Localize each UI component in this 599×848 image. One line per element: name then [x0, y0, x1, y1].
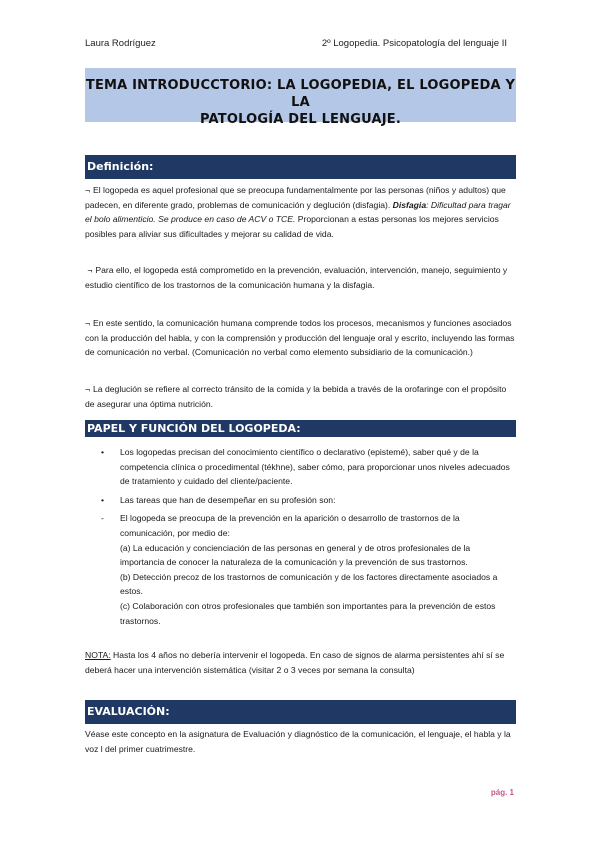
list-item	[85, 445, 516, 489]
bullet-dot: •	[101, 494, 105, 505]
bullet-symbol: ¬	[85, 318, 91, 328]
bullet-symbol: ¬	[85, 185, 91, 195]
definicion-p1-text: El logopeda es aquel profesional que se preocupa fundamentalmente por las personas (niños y adultos) que padecen, en diferente grado, problemas de comunicación y deglución (disfagia).	[85, 185, 506, 210]
nota-paragraph	[85, 648, 516, 677]
papel-list	[85, 445, 516, 632]
definicion-p1-italic: : Dificultad para tragar el bolo alimenticio. Se produce en caso de ACV o TCE.	[85, 199, 511, 225]
list-item	[85, 493, 516, 508]
definicion-p4-text: La deglución se refiere al correcto tránsito de la comida y la bebida a través de la orofaringe con el propósito de asegurar una óptima nutrición.	[85, 384, 507, 409]
papel-b3b-text: (b) Detección precoz de los trastornos de comunicación y de los factores directamente asociados a estos.	[120, 571, 498, 597]
definicion-p2-text: Para ello, el logopeda está comprometido en la prevención, evaluación, intervención, manejo, seguimiento y estudio científico de los trastornos de la comunicación humana y la disfagia.	[85, 265, 508, 290]
papel-b3-text: El logopeda se preocupa de la prevención en la aparición o desarrollo de trastornos de la comunicación, por medio de:	[120, 513, 460, 538]
papel-b1-text: Los logopedas precisan del conocimiento científico o declarativo (epistemé), saber qué y de la competencia clínica o procedimental (tékhne), saber cómo, para proporcionar unos niveles adecuados de tratamiento y cuidado del cliente/paciente.	[120, 447, 510, 487]
page-number: pág. 1	[490, 788, 514, 797]
nota-text: Hasta los 4 años no debería intervenir el logopeda. En caso de signos de alarma persistentes ahí sí se deberá hacer una intervención sistemática (visitar 2 o 3 veces por semana la consulta)	[85, 650, 505, 675]
bullet-symbol: ¬	[85, 384, 91, 394]
definicion-p1-text-b: Proporcionan a estas personas los mejores servicios posibles para aliviar sus dificultades y mejorar su calidad de vida.	[85, 214, 499, 239]
definicion-paragraph-1	[85, 183, 516, 241]
section-heading-papel: PAPEL Y FUNCIÓN DEL LOGOPEDA:	[85, 420, 516, 437]
section-heading-definicion: Definición:	[85, 155, 516, 179]
bullet-symbol: ¬	[87, 265, 93, 275]
title-banner	[85, 68, 516, 127]
section-heading-evaluacion: EVALUACIÓN:	[85, 700, 516, 724]
bullet-dot: •	[101, 447, 105, 457]
evaluacion-paragraph	[85, 727, 516, 756]
papel-b3c-text: (c) Colaboración con otros profesionales que también son importantes para la prevención de estos trastornos.	[120, 600, 496, 626]
header-author: Laura Rodríguez	[85, 38, 156, 49]
definicion-p3-text: En este sentido, la comunicación humana comprende todos los procesos, mecanismos y funciones asociados con la producción del habla, y con la comprensión y producción del lenguaje oral y escrito, incluyendo las formas de comunicación no verbal. (Comunicación no verbal como elemento subsidiario de la comunicación.)	[85, 318, 515, 358]
header-course: 2º Logopedia. Psicopatología del lenguaje II	[321, 38, 507, 49]
title-line-1: TEMA INTRODUCCTORIO: LA LOGOPEDIA, EL LOGOPEDA Y LA	[85, 78, 516, 110]
evaluacion-text: Véase este concepto en la asignatura de Evaluación y diagnóstico de la comunicación, el lenguaje, el habla y la voz l del primer cuatrimestre.	[85, 729, 511, 754]
papel-b2-text: Las tareas que han de desempeñar en su profesión son:	[120, 494, 336, 505]
definicion-paragraph-4	[85, 382, 516, 411]
list-item	[85, 511, 516, 628]
definicion-paragraph-3	[85, 316, 516, 360]
definicion-paragraph-2	[85, 263, 516, 292]
title-line-2: PATOLOGÍA DEL LENGUAJE.	[200, 112, 401, 127]
term-disfagia: Disfagia	[392, 199, 427, 210]
bullet-dash: -	[101, 513, 104, 524]
nota-label: NOTA:	[85, 650, 111, 660]
page-title	[85, 68, 516, 128]
papel-b3a-text: (a) La educación y concienciación de las personas en general y de otros profesionales de la importancia de conocer la naturaleza de la comunicación y la prevención de sus trastornos.	[120, 542, 471, 568]
